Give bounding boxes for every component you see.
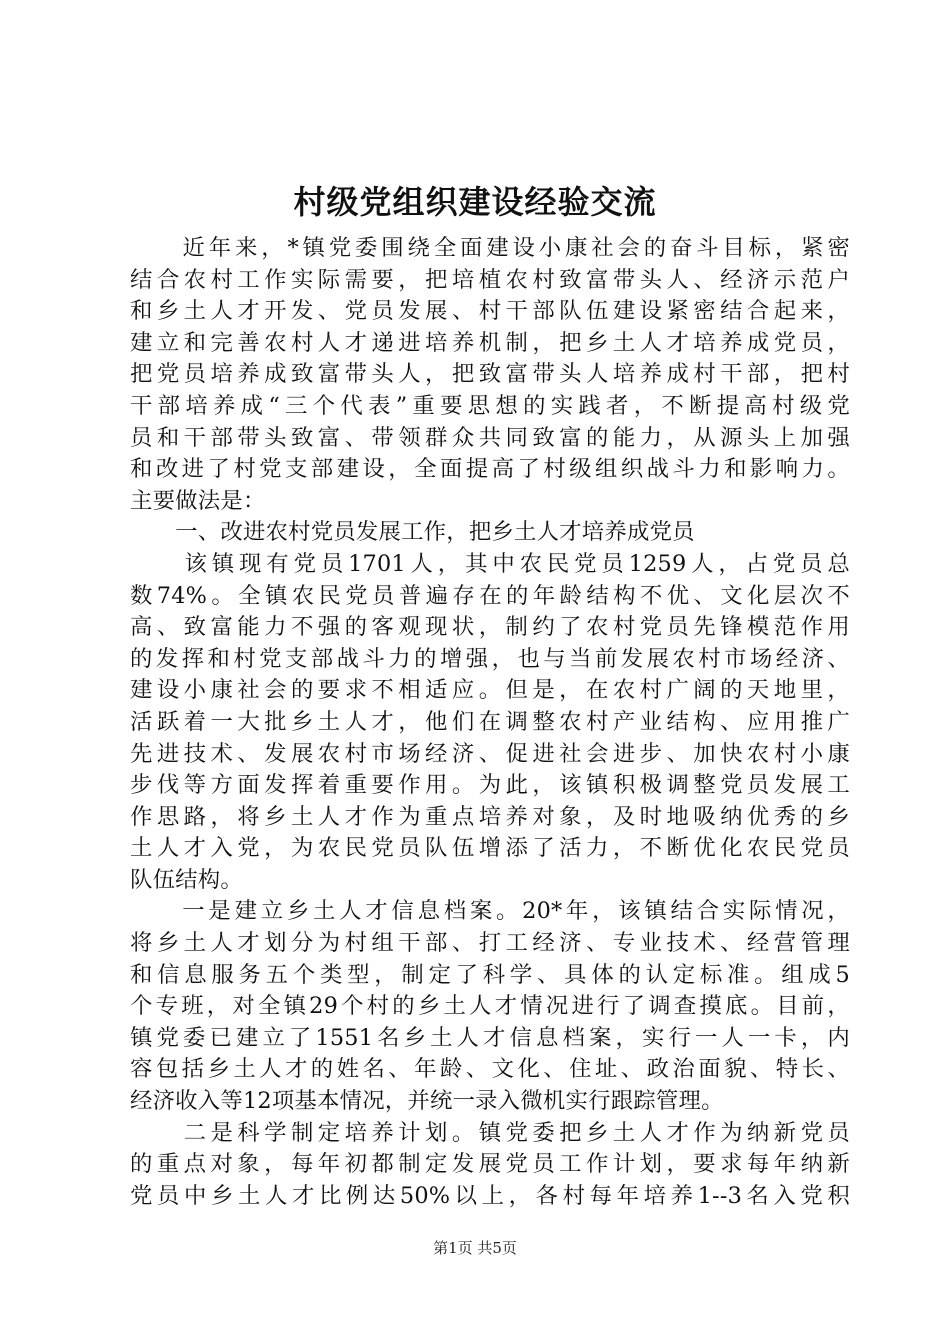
body-text-line: 一是建立乡土人才信息档案。20*年，该镇结合实际情况， — [130, 898, 850, 925]
body-text-line: 干部培养成“三个代表”重要思想的实践者，不断提高村级党 — [130, 392, 850, 419]
body-text-line: 的重点对象，每年初都制定发展党员工作计划，要求每年纳新 — [130, 1151, 850, 1178]
body-text-line: 近年来，*镇党委围绕全面建设小康社会的奋斗目标，紧密 — [130, 235, 850, 261]
document-body — [130, 233, 850, 1212]
document-title: 村级党组织建设经验交流 — [293, 183, 657, 221]
body-text-line: 和信息服务五个类型，制定了科学、具体的认定标准。组成5 — [130, 961, 850, 988]
body-text-line: 土人才入党，为农民党员队伍增添了活力，不断优化农民党员 — [130, 835, 850, 862]
body-text-line: 一、改进农村党员发展工作，把乡土人才培养成党员 — [130, 519, 695, 546]
page-number-footer: 第1页 共5页 — [433, 1239, 517, 1257]
body-text-line: 经济收入等12项基本情况，并统一录入微机实行跟踪管理。 — [130, 1088, 724, 1115]
body-text-line: 该镇现有党员1701人，其中农民党员1259人，占党员总 — [130, 550, 850, 577]
body-text-line: 容包括乡土人才的姓名、年龄、文化、住址、政治面貌、特长、 — [130, 1056, 850, 1083]
body-text-line: 党员中乡土人才比例达50%以上，各村每年培养1--3名入党积 — [130, 1182, 850, 1209]
body-text-line: 二是科学制定培养计划。镇党委把乡土人才作为纳新党员 — [130, 1119, 850, 1146]
body-text-line: 结合农村工作实际需要，把培植农村致富带头人、经济示范户 — [130, 266, 850, 293]
body-text-line: 镇党委已建立了1551名乡土人才信息档案，实行一人一卡，内 — [130, 1024, 850, 1051]
body-text-line: 主要做法是： — [130, 487, 266, 514]
body-text-line: 高、致富能力不强的客观现状，制约了农村党员先锋模范作用 — [130, 614, 850, 641]
body-text-line: 活跃着一大批乡土人才，他们在调整农村产业结构、应用推广 — [130, 708, 850, 735]
body-text-line: 将乡土人才划分为村组干部、打工经济、专业技术、经营管理 — [130, 930, 850, 957]
body-text-line: 作思路，将乡土人才作为重点培养对象，及时地吸纳优秀的乡 — [130, 803, 850, 830]
body-text-line: 和改进了村党支部建设，全面提高了村级组织战斗力和影响力。 — [130, 456, 850, 483]
body-text-line: 把党员培养成致富带头人，把致富带头人培养成村干部，把村 — [130, 361, 850, 388]
body-text-line: 建设小康社会的要求不相适应。但是，在农村广阔的天地里， — [130, 677, 850, 704]
body-text-line: 先进技术、发展农村市场经济、促进社会进步、加快农村小康 — [130, 740, 850, 767]
body-text-line: 数74%。全镇农民党员普遍存在的年龄结构不优、文化层次不 — [130, 582, 850, 609]
body-text-line: 队伍结构。 — [130, 866, 243, 893]
body-text-line: 的发挥和村党支部战斗力的增强，也与当前发展农村市场经济、 — [130, 645, 850, 672]
body-text-line: 个专班，对全镇29个村的乡土人才情况进行了调查摸底。目前， — [130, 993, 850, 1020]
body-text-line: 建立和完善农村人才递进培养机制，把乡土人才培养成党员， — [130, 329, 850, 356]
body-text-line: 和乡土人才开发、党员发展、村干部队伍建设紧密结合起来， — [130, 298, 850, 325]
body-text-line: 步伐等方面发挥着重要作用。为此，该镇积极调整党员发展工 — [130, 772, 850, 799]
body-text-line: 员和干部带头致富、带领群众共同致富的能力，从源头上加强 — [130, 424, 850, 451]
